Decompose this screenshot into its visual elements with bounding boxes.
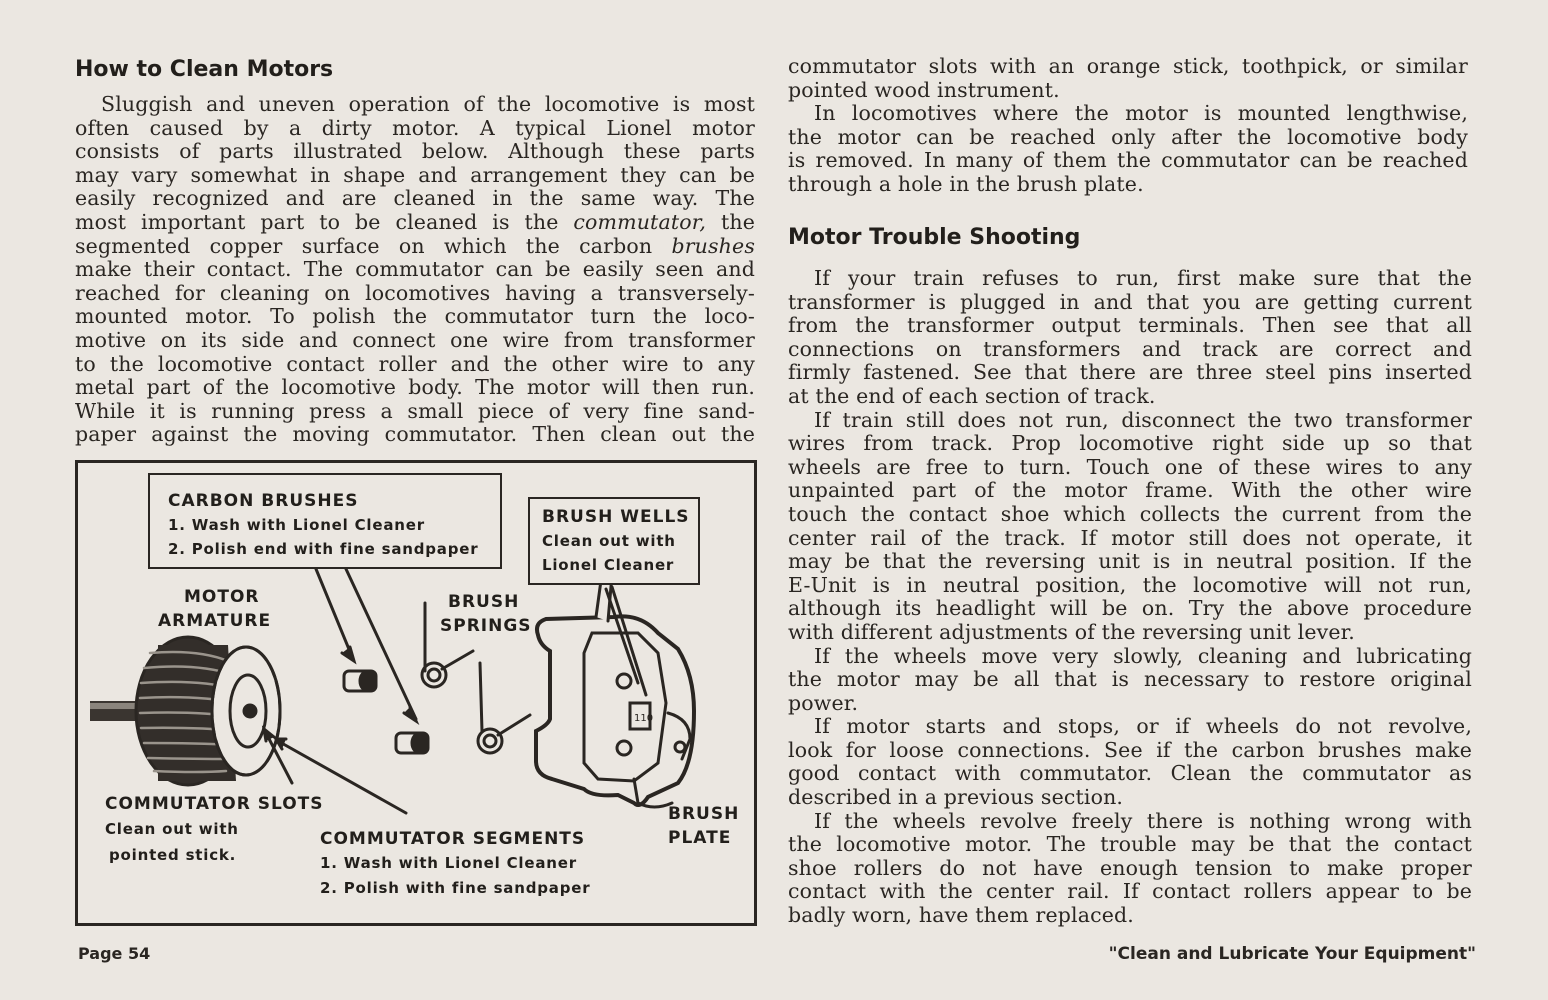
paragraph-clean-motors — [75, 93, 755, 447]
text-line: power. — [788, 690, 859, 715]
carbon-brushes-title: CARBON BRUSHES — [168, 491, 359, 511]
text-line: segmented copper surface on which the carbon brushes — [75, 233, 755, 258]
text-line: If your train refuses to run, first make sure that the — [814, 266, 1472, 290]
text-line: reached for cleaning on locomotives having a transversely- — [75, 280, 755, 305]
text-line: wheels are free to turn. Touch one of these wires to any — [788, 454, 1472, 479]
carbon-brush-icon — [396, 733, 428, 753]
text-line: If train still does not run, disconnect the two transformer — [814, 407, 1472, 432]
section-heading-clean-motors: How to Clean Motors — [75, 57, 334, 82]
text-line: shoe rollers do not have enough tension to make proper — [788, 855, 1472, 880]
brush-plate-label-2: PLATE — [668, 828, 732, 848]
carbon-brushes-callout — [148, 473, 502, 569]
section-heading-trouble-shooting: Motor Trouble Shooting — [788, 225, 1081, 250]
text-line: motive on its side and connect one wire from transformer — [75, 327, 755, 352]
commutator-segments-step-1: 1. Wash with Lionel Cleaner — [320, 854, 577, 872]
text-line: connections on transformers and track are correct and — [788, 336, 1472, 361]
text-line: badly worn, have them replaced. — [788, 903, 1134, 928]
text-line: While it is running press a small piece of very fine sand- — [75, 398, 755, 423]
text-line: If the wheels revolve freely there is nothing wrong with — [814, 808, 1472, 833]
text-line: the motor can be reached only after the locomotive body — [788, 124, 1468, 149]
commutator-slots-title: COMMUTATOR SLOTS — [105, 794, 324, 814]
text-line: often caused by a dirty motor. A typical Lionel motor — [75, 115, 755, 140]
text-line: firmly fastened. See that there are three steel pins inserted — [788, 360, 1472, 385]
text-line: may vary somewhat in shape and arrangement they can be — [75, 162, 755, 187]
text-line: the locomotive motor. The trouble may be that the contact — [788, 832, 1472, 857]
text-line: paper against the moving commutator. Then clean out the — [75, 422, 755, 447]
text-line: pointed wood instrument. — [788, 77, 1060, 102]
text-line: good contact with commutator. Clean the commutator as — [788, 761, 1472, 786]
text-line: transformer is plugged in and that you are getting current — [788, 289, 1472, 314]
text-line: the motor may be all that is necessary to restore original — [788, 667, 1472, 692]
armature-icon — [136, 637, 280, 785]
text-line: from the transformer output terminals. Then see that all — [788, 313, 1472, 338]
brush-plate-label-1: BRUSH — [668, 804, 740, 824]
text-line: unpainted part of the motor frame. With the other wire — [788, 478, 1472, 503]
brush-plate-icon — [536, 573, 694, 807]
text-line: wires from track. Prop locomotive right side up so that — [788, 431, 1472, 456]
text-line: If the wheels move very slowly, cleaning and lubricating — [814, 643, 1472, 668]
carbon-brush-icon — [344, 671, 376, 691]
text-line: In locomotives where the motor is mounted lengthwise, — [814, 101, 1468, 126]
text-line: with different adjustments of the reversing unit lever. — [788, 619, 1355, 644]
text-line: although its headlight will be on. Try the above procedure — [788, 596, 1472, 621]
text-line: most important part to be cleaned is the commutator, the — [75, 209, 755, 234]
brush-springs-label-1: BRUSH — [448, 592, 520, 612]
commutator-slots-line-1: Clean out with — [105, 820, 239, 838]
text-line: through a hole in the brush plate. — [788, 171, 1144, 196]
plate-number-label: 110 — [634, 713, 654, 724]
paragraph-continuation — [788, 55, 1468, 197]
motor-parts-diagram — [75, 460, 757, 926]
text-line: to the locomotive contact roller and the other wire to any — [75, 351, 755, 376]
text-line: metal part of the locomotive body. The motor will then run. — [75, 375, 755, 400]
text-line: easily recognized and are cleaned in the same way. The — [75, 186, 755, 211]
page-number: Page 54 — [78, 944, 151, 963]
footer-tagline: "Clean and Lubricate Your Equipment" — [1108, 944, 1476, 964]
carbon-brushes-step-1: 1. Wash with Lionel Cleaner — [168, 516, 425, 534]
text-line: commutator slots with an orange stick, toothpick, or similar — [788, 54, 1468, 78]
text-line: consists of parts illustrated below. Although these parts — [75, 139, 755, 164]
text-line: If motor starts and stops, or if wheels do not revolve, — [814, 714, 1472, 739]
text-line: touch the contact shoe which collects the current from the — [788, 501, 1472, 526]
brush-spring-icon — [478, 663, 530, 753]
commutator-slots-line-2: pointed stick. — [109, 846, 237, 864]
text-line: Sluggish and uneven operation of the locomotive is most — [101, 92, 755, 116]
text-line: at the end of each section of track. — [788, 383, 1156, 408]
brush-wells-title: BRUSH WELLS — [542, 507, 690, 527]
text-line: center rail of the track. If motor still does not operate, it — [788, 525, 1472, 550]
text-line: E-Unit is in neutral position, the locomotive will not run, — [788, 572, 1472, 597]
brush-springs-label-2: SPRINGS — [440, 616, 532, 636]
text-line: described in a previous section. — [788, 785, 1124, 810]
brush-wells-line-1: Clean out with — [542, 532, 676, 550]
carbon-brushes-step-2: 2. Polish end with fine sandpaper — [168, 540, 479, 558]
motor-armature-label-2: ARMATURE — [158, 611, 272, 631]
commutator-segments-step-2: 2. Polish with fine sandpaper — [320, 879, 591, 897]
text-line: contact with the center rail. If contact rollers appear to be — [788, 879, 1472, 904]
text-line: make their contact. The commutator can be easily seen and — [75, 257, 755, 282]
paragraph-trouble-shooting — [788, 267, 1472, 928]
text-line: may be that the reversing unit is in neutral position. If the — [788, 549, 1472, 574]
text-line: is removed. In many of them the commutator can be reached — [788, 148, 1468, 173]
text-line: mounted motor. To polish the commutator turn the loco- — [75, 304, 755, 329]
brush-wells-line-2: Lionel Cleaner — [542, 556, 675, 574]
term-brushes: brushes — [671, 233, 755, 258]
motor-armature-label-1: MOTOR — [184, 587, 260, 607]
term-commutator: commutator, — [573, 209, 707, 234]
commutator-segments-title: COMMUTATOR SEGMENTS — [320, 829, 586, 849]
brush-wells-callout — [528, 497, 700, 585]
text-line: look for loose connections. See if the carbon brushes make — [788, 737, 1472, 762]
